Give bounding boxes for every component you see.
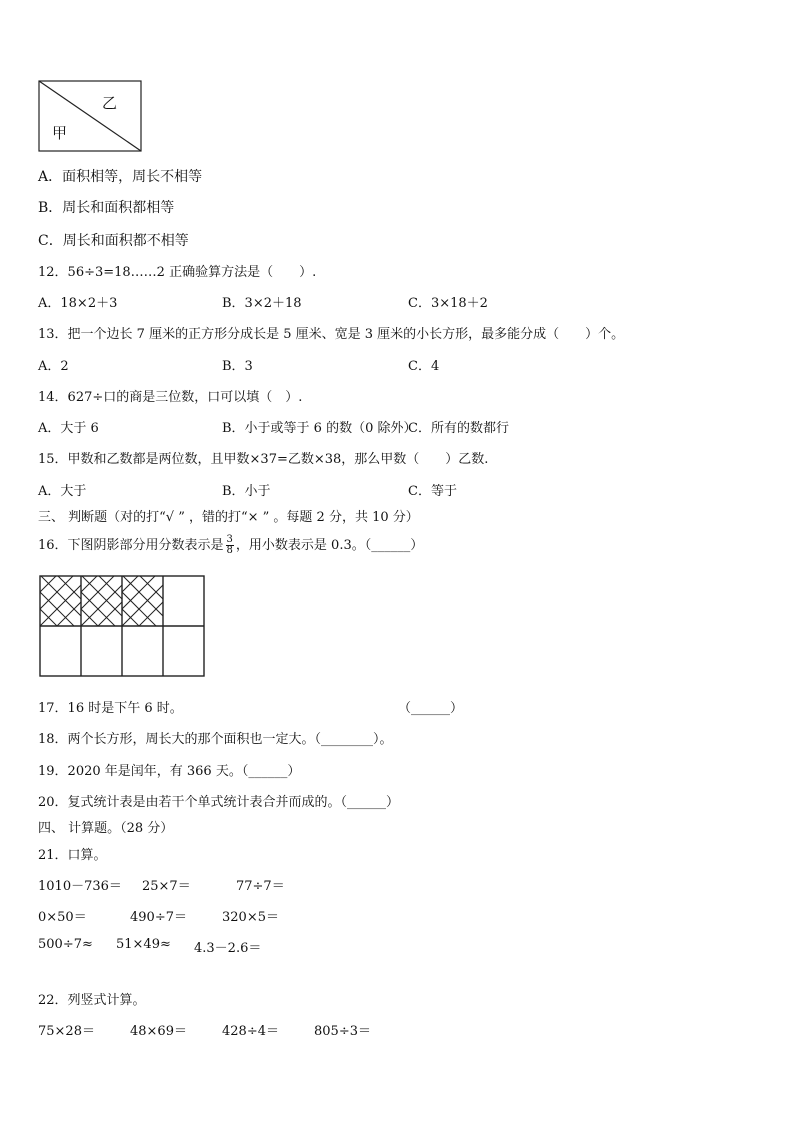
q14-option-b[interactable]: B．小于或等于 6 的数（0 除外） <box>222 421 417 436</box>
figure-label-yi: 乙 <box>102 94 118 112</box>
q21-title: 21．口算。 <box>38 848 107 863</box>
section-4-title: 四、 计算题。（28 分） <box>38 821 174 836</box>
shaded-cell <box>122 575 163 650</box>
q13-option-b[interactable]: B．3 <box>222 359 253 374</box>
q13-option-a[interactable]: A．2 <box>38 359 69 374</box>
q17-stem: 17．16 时是下午 6 时。 <box>38 701 183 716</box>
q22-item: 48×69＝ <box>130 1024 187 1039</box>
q15-option-c[interactable]: C．等于 <box>408 484 457 499</box>
q12-option-a[interactable]: A．18×2＋3 <box>38 296 118 311</box>
q22-item: 75×28＝ <box>38 1024 95 1039</box>
q21-item: 320×5＝ <box>222 910 279 925</box>
q16-stem-after: ，用小数表示是 0.3。（______） <box>235 538 424 553</box>
q20-stem: 20．复式统计表是由若干个单式统计表合并而成的。（______） <box>38 795 400 810</box>
q11-option-a[interactable]: A．面积相等，周长不相等 <box>38 169 203 185</box>
q22-item: 805÷3＝ <box>314 1024 371 1039</box>
shaded-cell <box>40 575 81 650</box>
q18-stem: 18．两个长方形，周长大的那个面积也一定大。（________）。 <box>38 732 393 747</box>
q14-stem: 14．627÷口的商是三位数，口可以填（ ）. <box>38 390 303 405</box>
q19-stem: 19．2020 年是闰年，有 366 天。（______） <box>38 764 301 779</box>
grid-lines <box>40 576 204 676</box>
shaded-grid-figure <box>39 575 205 678</box>
q21-item: 500÷7≈ <box>38 937 93 952</box>
q15-option-b[interactable]: B．小于 <box>222 484 271 499</box>
q16-fraction-numerator: 3 <box>226 534 233 545</box>
q22-title: 22．列竖式计算。 <box>38 993 146 1008</box>
q14-option-c[interactable]: C．所有的数都行 <box>408 421 509 436</box>
q12-option-b[interactable]: B．3×2＋18 <box>222 296 302 311</box>
q21-item: 490÷7＝ <box>130 910 187 925</box>
q15-option-a[interactable]: A．大于 <box>38 484 87 499</box>
q21-item: 1010－736＝ <box>38 879 122 894</box>
q13-option-c[interactable]: C．4 <box>408 359 440 374</box>
q21-item: 0×50＝ <box>38 910 87 925</box>
q16-fraction <box>226 535 234 556</box>
rectangle-diagonal-figure <box>38 80 144 154</box>
q21-item: 4.3－2.6＝ <box>194 941 262 956</box>
q21-item: 77÷7＝ <box>236 879 285 894</box>
q21-item: 25×7＝ <box>142 879 191 894</box>
q16-stem-before: 16．下图阴影部分用分数表示是 <box>38 538 224 553</box>
q17-answer-blank[interactable]: （______） <box>398 701 464 716</box>
q11-option-b[interactable]: B．周长和面积都相等 <box>38 200 175 216</box>
q15-stem: 15．甲数和乙数都是两位数，且甲数×37=乙数×38，那么甲数（ ）乙数. <box>38 452 489 467</box>
section-3-title: 三、 判断题（对的打“√ ” ，错的打“× ” 。每题 2 分，共 10 分） <box>38 510 419 525</box>
figure-label-jia: 甲 <box>52 124 68 142</box>
shaded-cell <box>81 575 122 650</box>
q13-stem: 13．把一个边长 7 厘米的正方形分成长是 5 厘米、宽是 3 厘米的小长方形，最多能分成（ ）个。 <box>38 327 625 342</box>
q16-fraction-denominator: 8 <box>226 545 233 556</box>
q12-option-c[interactable]: C．3×18＋2 <box>408 296 488 311</box>
q21-item: 51×49≈ <box>116 937 171 952</box>
q12-stem: 12．56÷3=18……2 正确验算方法是（ ）. <box>38 265 317 280</box>
q16-stem <box>38 534 423 556</box>
q11-option-c[interactable]: C．周长和面积都不相等 <box>38 233 189 249</box>
q22-item: 428÷4＝ <box>222 1024 279 1039</box>
q14-option-a[interactable]: A．大于 6 <box>38 421 99 436</box>
